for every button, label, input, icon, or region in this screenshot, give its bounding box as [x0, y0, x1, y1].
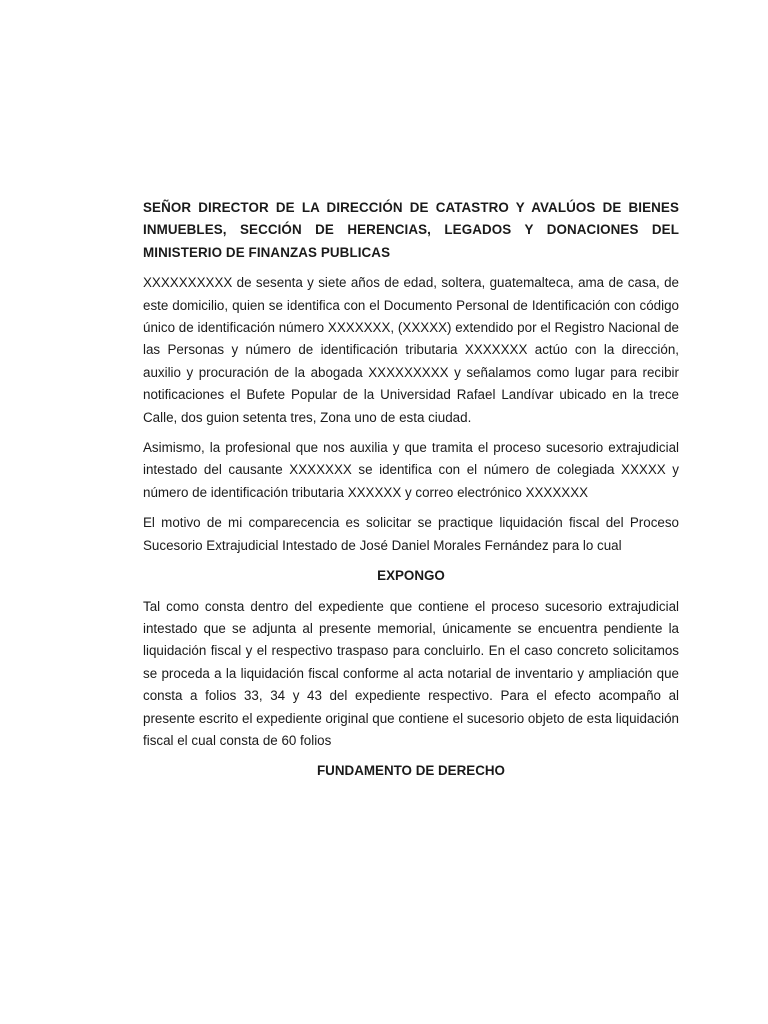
- expongo-paragraph: Tal como consta dentro del expediente que contiene el proceso sucesorio extrajudicial intestado que se adjunta al presente memorial, únicamente se encuentra pendiente la liquidación fiscal y el respectivo traspaso para concluirlo. En el caso concreto solicitamos se proceda a la liquidación fiscal conforme al acta notarial de inventario y ampliación que consta a folios 33, 34 y 43 del expediente respectivo. Para el efecto acompaño al presente escrito el expediente original que contiene el sucesorio objeto de esta liquidación fiscal el cual consta de 60 folios: [143, 598, 679, 748]
- section-title-fundamento: FUNDAMENTO DE DERECHO: [317, 763, 505, 779]
- intro-paragraph-1: XXXXXXXXXX de sesenta y siete años de edad, soltera, guatemalteca, ama de casa, de este domicilio, quien se identifica con el Documento Personal de Identificación con código único de identificación número XXXXXXX, (XXXXX) extendido por el Registro Nacional de las Personas y número de identificación tributaria XXXXXXX actúo con la dirección, auxilio y procuración de la abogada XXXXXXXXX y señalamos como lugar para recibir notificaciones el Bufete Popular de la Universidad Rafael Landívar ubicado en la trece Calle, dos guion setenta tres, Zona uno de esta ciudad.: [143, 275, 679, 425]
- section-title-expongo: EXPONGO: [377, 568, 445, 584]
- intro-paragraph-2: Asimismo, la profesional que nos auxilia y que tramita el proceso sucesorio extrajudicial intestado del causante XXXXXXX se identifica con el número de colegiada XXXXX y número de identificación tributaria XXXXXX y correo electrónico XXXXXXX: [143, 440, 679, 500]
- document-body: [143, 197, 679, 791]
- addressee-heading: SEÑOR DIRECTOR DE LA DIRECCIÓN DE CATASTRO Y AVALÚOS DE BIENES INMUEBLES, SECCIÓN DE HERENCIAS, LEGADOS Y DONACIONES DEL MINISTERIO DE FINANZAS PUBLICAS: [143, 200, 679, 260]
- intro-paragraph-3: El motivo de mi comparecencia es solicitar se practique liquidación fiscal del Proceso Sucesorio Extrajudicial Intestado de José Daniel Morales Fernández para lo cual: [143, 515, 679, 553]
